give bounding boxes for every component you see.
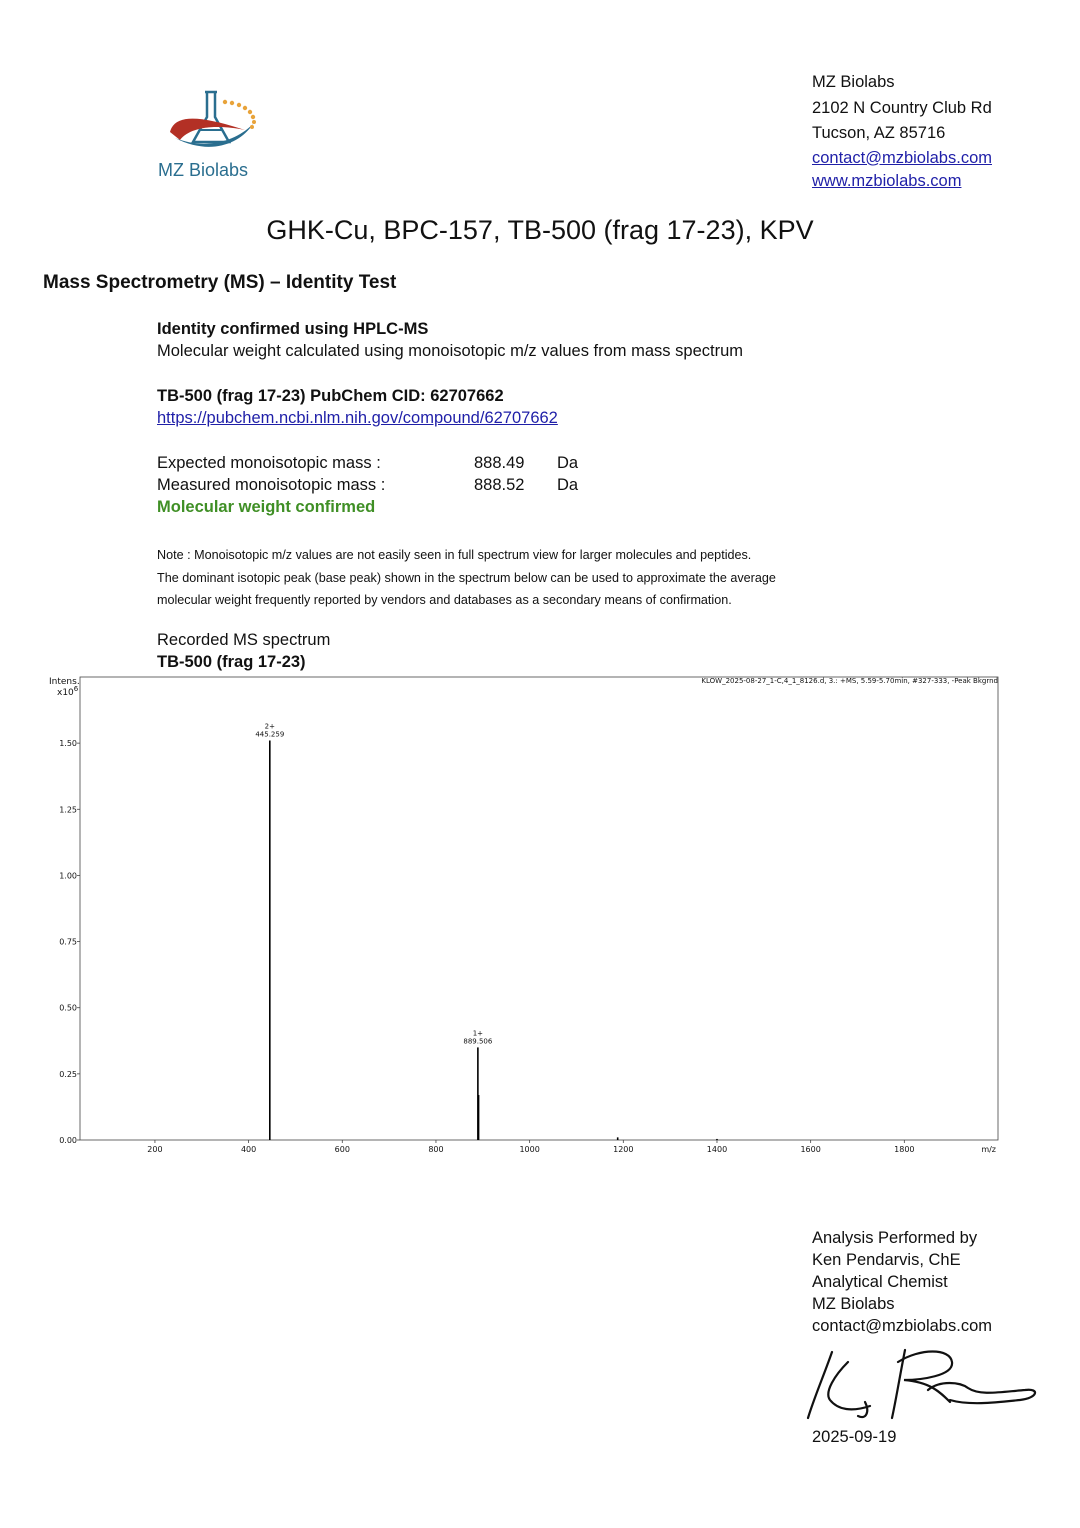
- analyst-name: Ken Pendarvis, ChE: [812, 1251, 961, 1269]
- logo-text: MZ Biolabs: [158, 160, 249, 180]
- measured-mass-row: [157, 474, 579, 496]
- pubchem-heading: TB-500 (frag 17-23) PubChem CID: 62707662: [157, 387, 504, 405]
- x-tick-label: 1000: [519, 1145, 540, 1154]
- pubchem-link[interactable]: https://pubchem.ncbi.nlm.nih.gov/compound/62707662: [157, 409, 558, 427]
- note-line-2: The dominant isotopic peak (base peak) shown in the spectrum below can be used to approximate the average: [157, 570, 776, 585]
- analyst-role: Analytical Chemist: [812, 1273, 948, 1291]
- x-tick-label: 1400: [706, 1145, 728, 1154]
- expected-mass-label: Expected monoisotopic mass :: [157, 454, 381, 472]
- expected-mass-row: [157, 452, 579, 474]
- pubchem-block: [157, 385, 558, 429]
- y-tick-label: 1.00: [59, 871, 77, 881]
- y-axis-label: Intens.: [49, 677, 80, 687]
- company-name: MZ Biolabs: [812, 73, 895, 91]
- analyst-block: [812, 1227, 992, 1337]
- spectrum-compound: TB-500 (frag 17-23): [157, 653, 306, 671]
- spectrum-caption: Recorded MS spectrum: [157, 631, 331, 649]
- peak-charge-label: 1+: [472, 1029, 484, 1038]
- x-tick-label: 1200: [613, 1145, 634, 1154]
- y-tick-label: 0.75: [59, 937, 77, 947]
- chart-header-text: KLOW_2025-08-27_1-C,4_1_8126.d, 3.: +MS, 5.59-5.70min, #327-333, -Peak Bkgrnd: [701, 677, 998, 685]
- company-street: 2102 N Country Club Rd: [812, 98, 992, 117]
- note-block: [157, 544, 776, 612]
- expected-mass-unit: Da: [557, 454, 579, 472]
- y-tick-label: 1.50: [59, 739, 77, 749]
- y-axis-scale-base: x10: [57, 688, 74, 698]
- company-website-link[interactable]: www.mzbiolabs.com: [812, 171, 962, 190]
- y-tick-label: 0.00: [59, 1136, 77, 1145]
- analysis-date: 2025-09-19: [812, 1428, 897, 1446]
- peak-charge-label: 2+: [264, 722, 275, 731]
- x-tick-label: 200: [147, 1145, 163, 1154]
- x-tick-label: 600: [334, 1145, 350, 1154]
- measured-mass-unit: Da: [557, 476, 579, 494]
- note-line-3: molecular weight frequently reported by vendors and databases as a secondary means of confirmation.: [157, 593, 732, 607]
- note-line-1: Note : Monoisotopic m/z values are not easily seen in full spectrum view for larger molecules and peptides.: [157, 548, 752, 562]
- x-tick-label: 400: [240, 1145, 257, 1154]
- spectrum-caption-block: [157, 629, 330, 673]
- y-tick-label: 1.25: [59, 805, 77, 815]
- company-city: Tucson, AZ 85716: [812, 124, 946, 142]
- analyst-email: contact@mzbiolabs.com: [812, 1317, 992, 1335]
- section-title: Mass Spectrometry (MS) – Identity Test: [43, 272, 397, 293]
- company-address: [812, 70, 992, 193]
- handwritten-signature: [800, 1340, 1045, 1425]
- measured-mass-value: 888.52: [474, 476, 525, 494]
- analyst-line1: Analysis Performed by: [812, 1229, 978, 1247]
- peak-mz-label: 445.259: [255, 730, 285, 739]
- peak-mz-label: 889.506: [463, 1037, 493, 1046]
- ms-spectrum-chart: [0, 670, 1080, 1170]
- y-axis-scale-exp: 6: [73, 685, 79, 693]
- x-tick-label: 1600: [800, 1145, 821, 1154]
- y-tick-label: 0.50: [59, 1003, 77, 1013]
- document-title: GHK-Cu, BPC-157, TB-500 (frag 17-23), KPV: [266, 215, 814, 245]
- x-tick-label: 800: [428, 1145, 444, 1154]
- x-axis-label: m/z: [981, 1145, 996, 1154]
- identity-subtext: Molecular weight calculated using monoisotopic m/z values from mass spectrum: [157, 342, 743, 360]
- analyst-company: MZ Biolabs: [812, 1295, 895, 1313]
- confirmation-text: Molecular weight confirmed: [157, 498, 376, 516]
- x-tick-label: 1800: [894, 1145, 915, 1154]
- mass-table: [157, 452, 579, 518]
- identity-block: [157, 318, 743, 362]
- company-email-link[interactable]: contact@mzbiolabs.com: [812, 148, 992, 167]
- measured-mass-label: Measured monoisotopic mass :: [157, 476, 386, 494]
- identity-heading: Identity confirmed using HPLC-MS: [157, 320, 429, 338]
- y-tick-label: 0.25: [59, 1069, 77, 1079]
- plot-frame: [80, 677, 998, 1140]
- expected-mass-value: 888.49: [474, 454, 525, 472]
